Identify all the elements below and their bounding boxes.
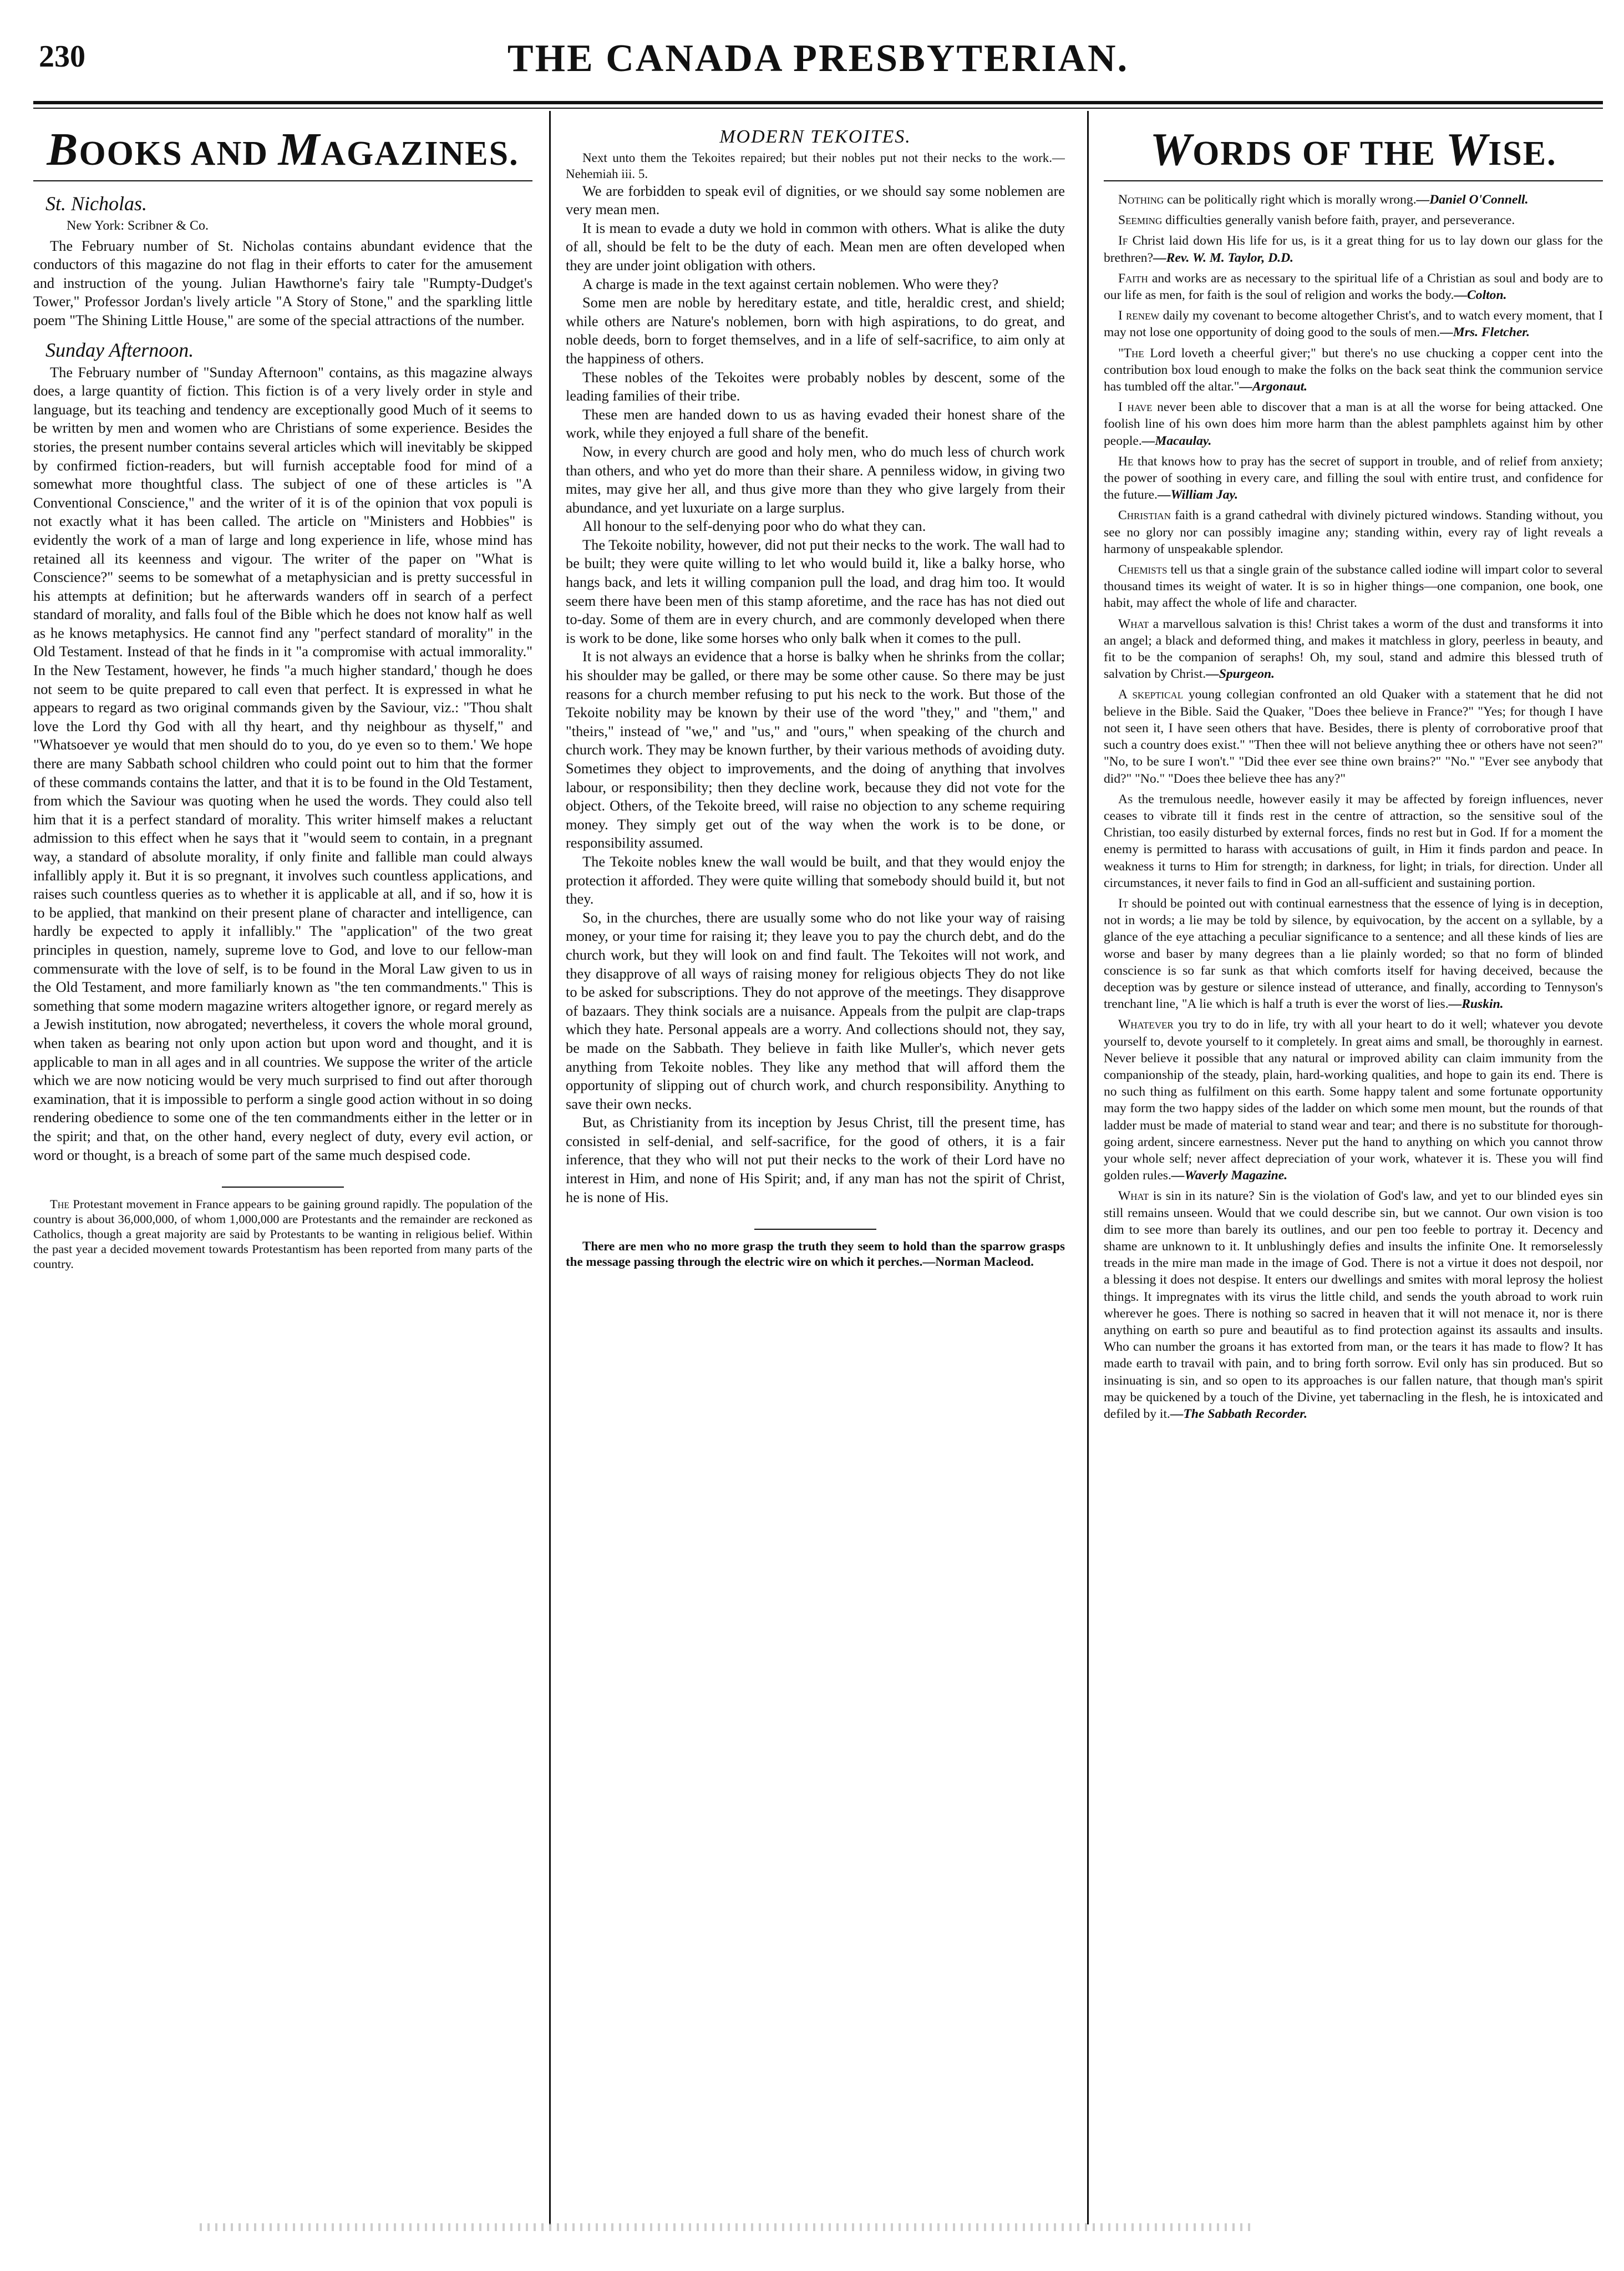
quote-text: the tremulous needle, however easily it may be affected by foreign influences, never ceases to vibrate till it finds rest in the centre of attraction, so the sensitive soul of the Christian, too easily disturbed by external forces, finds no rest but in God. If for a moment the enemy is permitted to harass with accusations of guilt, in Him it finds pardon and peace. In weakness it turns to Him for strength; in darkness, for light; in trials, for direction. Under all circumstances, it never fails to find in God an all-sufficient and sustaining portion. [1104, 792, 1603, 890]
quote-lead: It [1118, 896, 1129, 911]
review-title: Sunday Afternoon. [45, 338, 194, 361]
quote-text: and works are as necessary to the spiritual life of a Christian as soul and body are to our life as men, for faith is the soul of religion and works the body. [1104, 271, 1603, 303]
article-paragraph: So, in the churches, there are usually some who do not like your way of raising money, or your time for raising it; they leave you to pay the church debt, and do the church work, but they will look on and find fault. The Tekoites will not work, and they disapprove of all ways of raising money for religious objects They do not like to be asked for subscriptions. They do not approve of the meetings. They disapprove of bazaars. They think socials are a nuisance. Appeals from the pulpit are clap-traps which they hate. Personal appeals are a worry. And collections should not, they say, be made on the Sabbath. They believe in faith like Muller's, which never gets anything from Tekoite nobles. They like any method that will afford them the opportunity of slipping out of church work, and church responsibility. Anything to save their own necks. [566, 909, 1065, 1112]
heading-initial: B [47, 128, 79, 175]
quote-item [1104, 232, 1603, 266]
header-rule-thin [33, 108, 1603, 109]
quote-attribution: —Rev. W. M. Taylor, D.D. [1153, 250, 1294, 265]
section-heading-words-of-the-wise [1104, 128, 1603, 181]
article-paragraph: The Tekoite nobility, however, did not put their necks to the work. The wall had to be built; they were quite willing to let who would build it, like a balky horse, who hangs back, and lets it willing companion pull the load, and drag him too. It would seem there have been men of this stamp aforetime, and the race has has not died out to-day. Some of them are in every church, and are commonly developed when there is work to be done, like some horses who only balk when it comes to the pull. [566, 536, 1065, 646]
quote-attribution: —Macaulay. [1141, 433, 1212, 448]
article-paragraph: Some men are noble by hereditary estate, and title, heraldic crest, and shield; while others are Nature's noblemen, born with high aspirations, to do great, and noble deeds, born to forget themselves, and in a life of self-sacrifice, to aim only at the happiness of others. [566, 294, 1065, 367]
column-divider [1087, 111, 1089, 2224]
quote-lead: "The [1118, 346, 1144, 361]
quote-text: Christ laid down His life for us, is it a great thing for us to lay down our glass for the brethren? [1104, 234, 1603, 265]
quote-item [1104, 399, 1603, 449]
quote-attribution: —Argonaut. [1239, 379, 1308, 394]
quote-item [1104, 1188, 1603, 1422]
article-paragraph: These men are handed down to us as having evaded their honest share of the work, while they enjoyed a full share of the benefit. [566, 405, 1065, 442]
newspaper-page [33, 22, 1603, 2241]
bottom-quote: There are men who no more grasp the truth they seem to hold than the sparrow grasps the message passing through the electric wire on which it perches.—Norman Macleod. [566, 1239, 1065, 1269]
section-heading-books-and-magazines [33, 128, 532, 181]
quote-text: young collegian confronted an old Quaker with a statement that he did not believe in the Bible. Said the Quaker, "Does thee believe in France?" "Yes; for though I have not seen it, I have seen others that have. Besides, there is plenty of corroborative proof that such a country does exist." "Then thee will not believe anything thee or others have not seen?" "No, to be sure I won't." "Did thee ever see thine own brains?" "No." "Ever see anybody that did?" "No." "Does thee believe thee has any?" [1104, 687, 1603, 786]
page-number: 230 [39, 39, 85, 74]
quote-item [1104, 453, 1603, 504]
quote-attribution: —The Sabbath Recorder. [1170, 1407, 1307, 1422]
page-header [33, 33, 1603, 100]
quote-lead: Whatever [1118, 1017, 1174, 1032]
quote-item [1104, 307, 1603, 341]
review-title: St. Nicholas. [45, 192, 148, 215]
article-paragraph: The Tekoite nobles knew the wall would be built, and that they would enjoy the protection it afforded. They were quite willing that somebody should build it, but not they. [566, 853, 1065, 908]
quote-text: Lord loveth a cheerful giver;" but there's no use chucking a copper cent into the contribution box loud enough to make the folks on the back seat think the communion service has tumbled off the altar." [1104, 346, 1603, 394]
quote-text: never been able to discover that a man is at all the worse for being attacked. One foolish line of his own does him more harm than the ablest pamphlets against him by other people. [1104, 400, 1603, 448]
quote-item [1104, 791, 1603, 891]
quote-text: you try to do in life, try with all your heart to do it well; whatever you devote yourself to, devote yourself to it completely. In great aims and small, be thoroughly in earnest. Never believe it possible that any natural or improved ability can claim immunity from the companionship of the steady, plain, hard-working qualities, and hope to gain its end. There is no such thing as fulfilment on this earth. Some happy talent and some fortunate opportunity may form the two happy sides of the ladder on which some men mount, but the rounds of that ladder must be made of material to stand wear and tear; and there is no substitute for thorough-going ardent, sincere earnestness. Never put the hand to anything on which you cannot throw your whole self; never affect depreciation of your work, whatever it is. These you will find golden rules. [1104, 1017, 1603, 1183]
article-paragraph: But, as Christianity from its inception by Jesus Christ, till the present time, has consisted in self-denial, and self-sacrifice, for the good of others, it is a fair inference, that they who will not put their necks to the work of their Lord have no interest in Him, and none of His Spirit; and, if any man has not the spirit of Christ, he is none of His. [566, 1114, 1065, 1205]
article-paragraph: It is not always an evidence that a horse is balky when he shrinks from the collar; his shoulder may be galled, or there may be some other cause. So there may be just reasons for a church member refusing to put his neck to the work. But those of the Tekoite nobility may be known by their use of the word "they," and "them," and "theirs," instead of "we," and "us," and "ours," when speaking of the church and church work. They may be known further, by their various methods of avoiding duty. Sometimes they object to improvements, and the doing of anything that involves labour, or responsibility; then they decline work, because they did not vote for the object. Others, of the Tekoite breed, will raise no objection to any scheme requiring money. They simply get out of the way when the work is to be done, or responsibility assumed. [566, 648, 1065, 851]
article-heading: MODERN TEKOITES. [719, 128, 911, 147]
review-text: The February number of St. Nicholas contains abundant evidence that the conductors of this magazine do not flag in their efforts to cater for the amusement and instruction of the young. Julian Hawthorne's fairy tale "Rumpty-Dudget's Tower," Professor Jordan's lively article "A Story of Stone," and the sparkling little poem "The Shining Little House," are some of the special attractions of the number. [33, 237, 532, 328]
quote-lead: Christian [1118, 508, 1171, 523]
article-paragraph: A charge is made in the text against certain noblemen. Who were they? [582, 275, 999, 292]
quote-lead: Faith [1118, 271, 1148, 286]
heading-text: ISE. [1488, 135, 1557, 173]
header-rule-thick [33, 101, 1603, 104]
quote-attribution: —Waverly Magazine. [1171, 1168, 1288, 1183]
quote-text: that knows how to pray has the secret of support in trouble, and of relief from anxiety; the power of soothing in every care, and filling the soul with entire trust, and confidence for the future. [1104, 454, 1603, 503]
quote-attribution: —Spurgeon. [1206, 667, 1275, 682]
modern-tekoites-column [566, 128, 1065, 2213]
article-paragraph: It is mean to evade a duty we hold in common with others. What is alike the duty of all, should be felt to be the duty of each. Mean men are often developed when they are under joint obligation with others. [566, 219, 1065, 273]
quote-item [1104, 191, 1603, 208]
quote-text: daily my covenant to become altogether Christ's, and to watch every moment, that I may not lose one opportunity of doing good to the souls of men. [1104, 308, 1603, 340]
quote-item [1104, 616, 1603, 683]
quote-attribution: —Mrs. Fletcher. [1440, 325, 1530, 340]
quote-lead: I have [1118, 400, 1153, 415]
column-divider [549, 111, 551, 2224]
quote-item [1104, 1016, 1603, 1184]
article-epigraph: Next unto them the Tekoites repaired; but their nobles put not their necks to the work.—Nehemiah iii. 5. [566, 150, 1065, 181]
quote-lead: Nothing [1118, 192, 1164, 207]
quote-item [1104, 212, 1603, 229]
heading-text: OOKS AND [79, 135, 278, 173]
newspaper-title: THE CANADA PRESBYTERIAN. [507, 37, 1129, 80]
quote-item [1104, 345, 1603, 396]
quote-item [1104, 895, 1603, 1012]
article-paragraph: All honour to the self-denying poor who do what they can. [582, 518, 926, 535]
article-paragraph: These nobles of the Tekoites were probably nobles by descent, some of the leading families of their tribe. [566, 368, 1065, 404]
protestant-movement-note [33, 1197, 532, 1271]
quote-text: tell us that a single grain of the substance called iodine will impart color to several thousand times its weight of water. It is so in higher things—one companion, one book, one habit, may affect the whole of life and character. [1104, 562, 1603, 611]
quote-lead: As [1118, 792, 1133, 807]
quote-lead: A skeptical [1118, 687, 1184, 702]
heading-text: ORDS OF THE [1192, 135, 1446, 173]
quote-lead: I renew [1118, 308, 1160, 323]
quote-item [1104, 507, 1603, 557]
note-divider [754, 1229, 876, 1230]
quote-text: can be politically right which is morally wrong. [1164, 192, 1417, 207]
books-and-magazines-column [33, 128, 532, 2213]
print-smudge [200, 2223, 1253, 2231]
quote-text: is sin in its nature? Sin is the violation of God's law, and yet to our blinded eyes sin still remains unseen. Would that we could describe sin, but we cannot. Our own vision is too dim to see more than barely its outlines, and our pen too feeble to portray it. Decency and shame are unknown to it. It unblushingly defies and insults the infinite One. It remorselessly treads in the mire man made in the image of God. There is not a virtue it does not despoil, nor a blessing it does not despise. It enters our dwellings and smites with moral leprosy the holiest things. It impregnates with its virus the little child, and sends the youth abroad to work ruin wherever he goes. There is nothing so sacred in heaven that it will not menace it, nor is there anything on earth so pure and beautiful as to find protection against its assaults and insults. Who can number the groans it has extorted from man, or the tears it has made to flow? It has made earth to travail with pain, and to bring forth sorrow. Evil only has sin produced. But so insinuating is sin, and so open to its approaches is our fallen nature, that though man's spirit may be quickened by a touch of the Divine, yet tabernacling in the flesh, he is intoxicated and defiled by it. [1104, 1189, 1603, 1422]
heading-text: AGAZINES. [321, 135, 519, 173]
quote-lead: Seeming [1118, 213, 1163, 228]
quote-lead: Chemists [1118, 562, 1168, 577]
heading-initial: W [1150, 128, 1193, 175]
quote-lead: What [1118, 616, 1149, 631]
quotes-list [1104, 191, 1603, 1422]
review-text: The February number of "Sunday Afternoon" contains, as this magazine always does, a large quantity of fiction. This fiction is of a very lively order in style and language, but its teaching and tendency are exceptionally good Much of it seems to be written by men and women who are Christians of some experience. Besides the stories, the present number contains several articles which will inevitably be skipped by confirmed fiction-readers, but will furnish acceptable food for mind of a somewhat more thoughtful class. The subject of one of these articles is "A Conventional Conscience," and the writer of it is of the opinion that vox populi is not exactly what it has been called. The article on "Ministers and Hobbies" is evidently the work of a man of large and long experience in life, whose mind has retained all its keenness and vigour. The writer of the paper on "What is Conscience?" seems to be somewhat of a metaphysician and is pretty successful in his attempts at definition; but he afterwards wanders off in search of a perfect standard of morality, and falls foul of the Bible which he does not know half as well as he knows metaphysics. He cannot find any "perfect standard of morality" in the Old Testament. Instead of that he finds in it "a compromise with actual immorality." In the New Testament, however, he finds "a much higher standard,' though he does not seem to be quite prepared to call even that perfect. It is expressed in what he appears to regard as two original commands given by the Saviour, viz.: "Thou shalt love the Lord thy God with all thy heart, and thy neighbour as thyself," and "Whatsoever ye would that men should do to you, do ye even so to them.' We hope there are many Sabbath school children who could point out to him that the former of these commands contains the latter, and that it is to be found in the Old Testament, from which the Saviour was quoting when he used the words. They could also tell him that it is a perfect standard of morality. This writer himself makes a reluctant admission to this effect when he says that it "would seem to contain, in a pregnant way, a standard of absolute morality, if only finite and fallible man could always infallibly apply it. But it is so pregnant, it involves such countless applications, and raises such countless queries as to whether it is applicable at all, and if so, how it is to be applied, that mankind on their present plane of character and intelligence, can hardly be expected to apply it infallibly." The "application" of the two great principles in question, namely, supreme love to God, and love to our fellow-man commensurate with the love of self, is to be found in the Moral Law given to us in the Old Testament, and more familiarly known as "the ten commandments." This is something that some modern magazine writers altogether ignore, or regard merely as a Jewish institution, now abrogated; nevertheless, it covers the whole moral ground, when taken as bearing not only upon action but upon word and thought, and it is applicable to man in all ages and in all countries. We suppose the writer of the article which we are now noticing would be very much surprised to find out after thorough examination, that it is impossible to perform a single good action without in so doing rendering obedience to some one of the ten commandments either in the letter or in the spirit; and that, on the other hand, every neglect of duty, every evil action, or word or thought, is a breach of some part of the same much despised code. [33, 363, 532, 1163]
quote-item [1104, 686, 1603, 787]
article-body [566, 182, 1065, 1207]
quote-lead: If [1118, 234, 1128, 249]
quote-text: a marvellous salvation is this! Christ takes a worm of the dust and transforms it into an angel; a black and deformed thing, and makes it matchless in glory, peerless in beauty, and fit to be the companion of seraphs! Oh, my soul, stand and admire this blessed truth of salvation by Christ. [1104, 616, 1603, 682]
quote-attribution: —William Jay. [1157, 488, 1239, 503]
quote-item [1104, 561, 1603, 612]
heading-initial: W [1445, 128, 1489, 175]
note-lead: The [50, 1197, 70, 1211]
heading-initial: M [278, 128, 321, 175]
article-paragraph: Now, in every church are good and holy men, who do much less of church work than others, and who yet do more than their share. A penniless widow, in giving two mites, may give her all, and thus give more than they who give largely from their abundance, and yet luxuriate on a large surplus. [566, 443, 1065, 516]
quote-text: faith is a grand cathedral with divinely pictured windows. Standing without, you see no glory nor can possibly imagine any; standing within, every ray of light reveals a harmony of unspeakable splendor. [1104, 508, 1603, 556]
quote-text: difficulties generally vanish before faith, prayer, and perseverance. [1162, 213, 1515, 228]
quote-text: should be pointed out with continual earnestness that the essence of lying is in deception, not in words; a lie may be told by silence, by equivocation, by the accent on a syllable, by a glance of the eye attaching a peculiar significance to a sentence; and all these kinds of lies are worse and baser by many degrees than a lie plainly worded; so that no form of blinded conscience is so far sunk as that which comforts itself for having deceived, because the deception was by gesture or silence instead of utterance, and finally, according to Tennyson's trenchant line, "A lie which is half a truth is ever the worst of lies. [1104, 896, 1603, 1012]
quote-item [1104, 270, 1603, 303]
review-publisher: New York: Scribner & Co. [67, 219, 209, 233]
quote-attribution: —Colton. [1454, 288, 1507, 303]
note-divider [222, 1187, 344, 1188]
article-paragraph: We are forbidden to speak evil of dignities, or we should say some noblemen are very mean men. [566, 182, 1065, 218]
quote-lead: He [1118, 454, 1134, 469]
words-of-the-wise-column [1104, 128, 1603, 2213]
quote-attribution: —Ruskin. [1448, 997, 1504, 1012]
quote-lead: What [1118, 1189, 1149, 1204]
note-text: Protestant movement in France appears to be gaining ground rapidly. The population of the country is about 36,000,000, of whom 1,000,000 are Protestants and the remainder are reckoned as Catholics, though a great majority are said by Protestants to be wanting in religious belief. Within the past year a decided movement towards Protestantism has been reported from many parts of the country. [33, 1197, 532, 1271]
quote-attribution: —Daniel O'Connell. [1416, 192, 1529, 207]
